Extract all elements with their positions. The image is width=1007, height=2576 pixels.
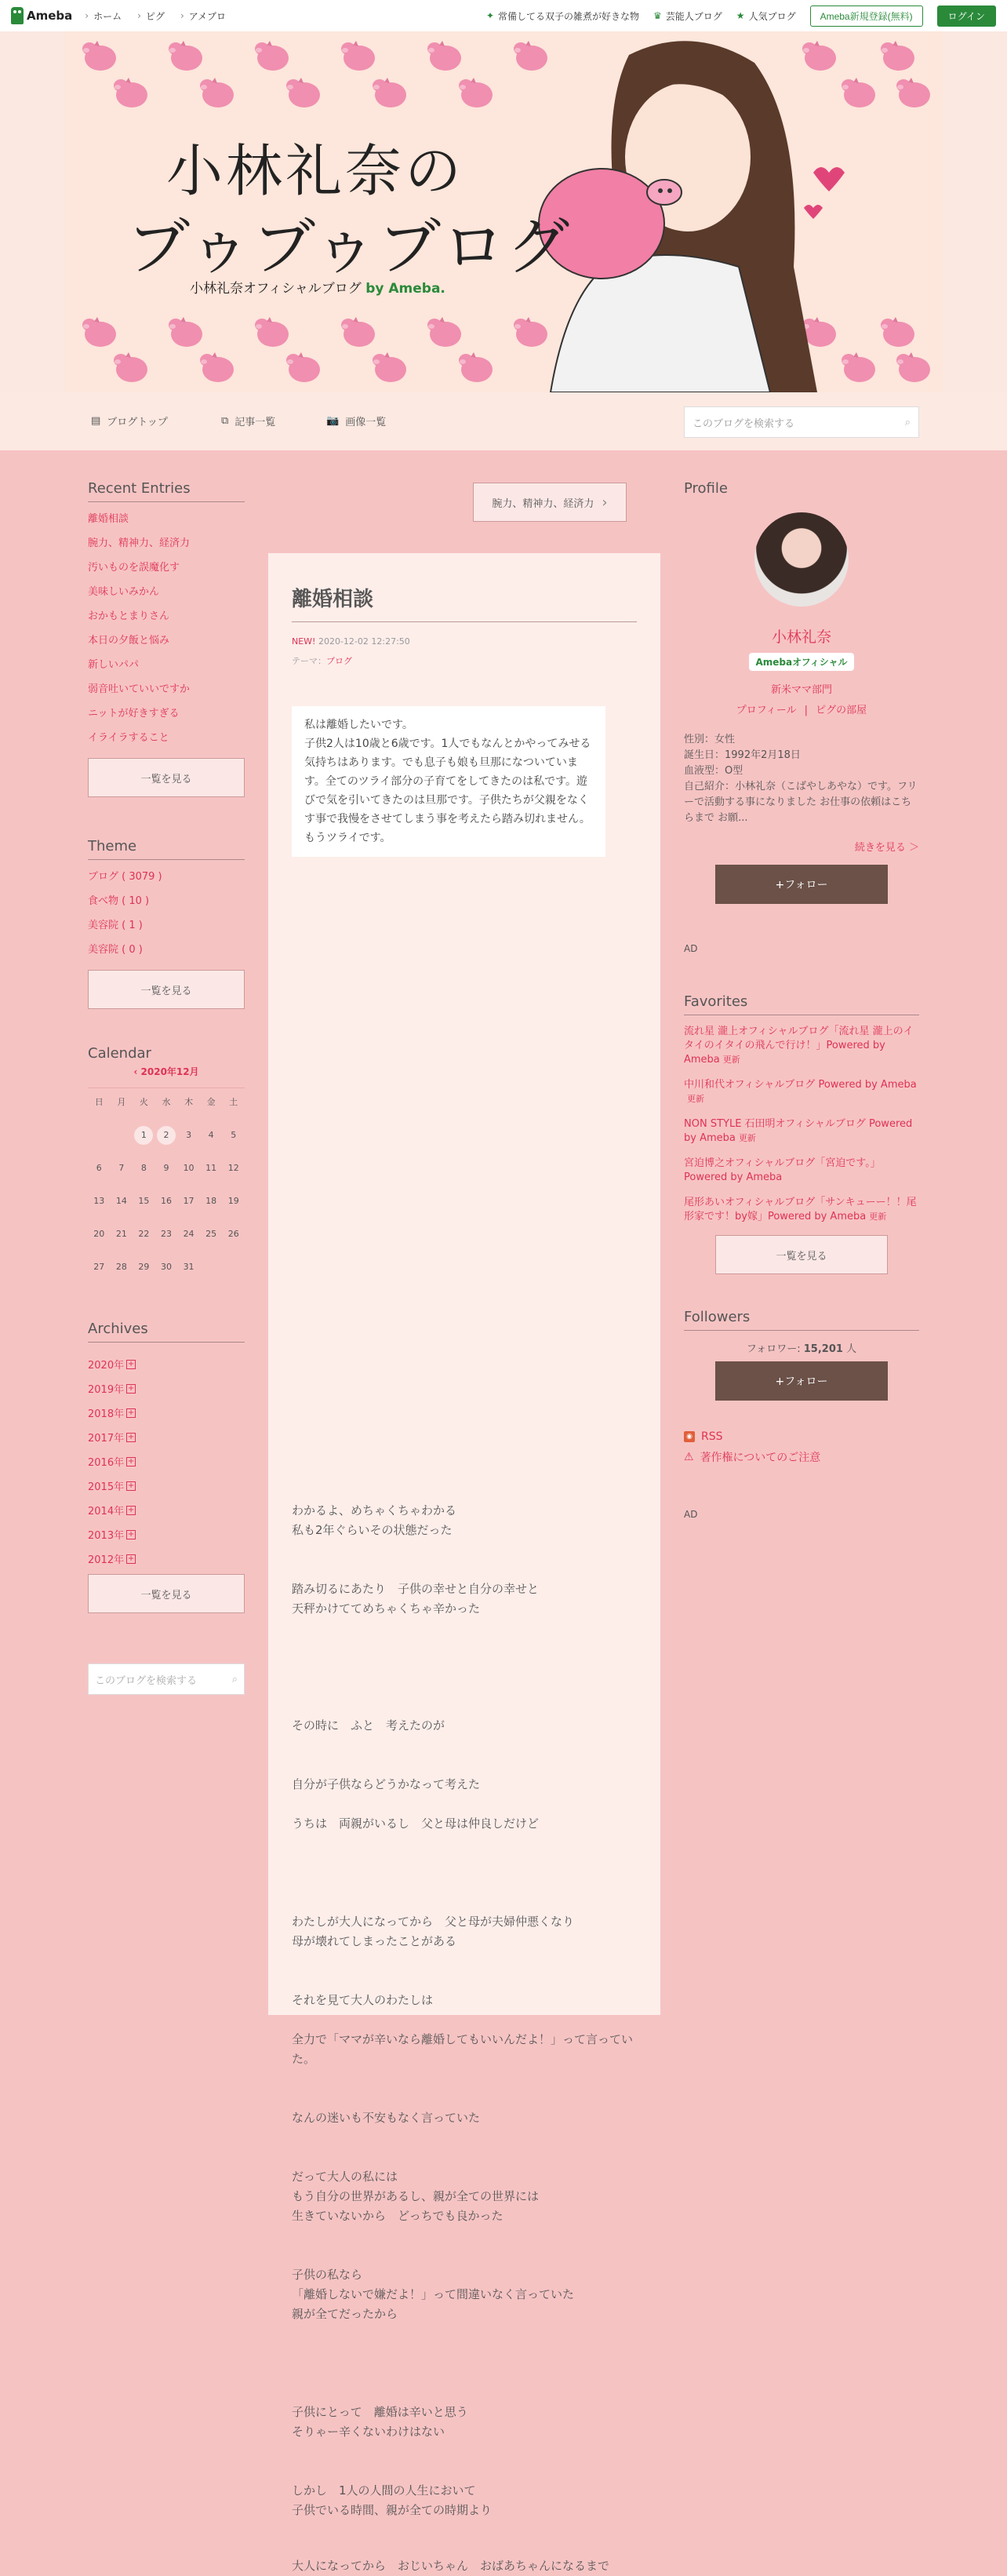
profile-info: 性別：女性 誕生日：1992年2月18日 血液型：O型 自己紹介：小林礼奈（こばやしあやな）です。フリーで活動する事になりました お仕事の依頼はこちらまで お願...: [684, 734, 918, 824]
copy-icon: ⧉: [221, 415, 229, 427]
theme-link[interactable]: 食べ物 ( 10 ): [88, 895, 150, 907]
updated-label: 更新: [687, 1094, 704, 1104]
calendar-day[interactable]: 17: [183, 1196, 194, 1206]
profile-link[interactable]: プロフィール: [736, 705, 797, 716]
recent-entry-link[interactable]: 本日の夕飯と悩み: [88, 635, 170, 647]
article-paragraph: だって大人の私には もう自分の世界があるし、親が全ての世界には 生きていないから どっちでも良かった: [292, 2170, 540, 2223]
recent-entries-title: Recent Entries: [88, 480, 245, 502]
article-paragraph: 自分が子供ならどうかなって考えた: [292, 1777, 481, 1791]
quoted-message: 私は離婚したいです。 子供2人は10歳と6歳です。1人でもなんとかやってみせる気持ちはあります。でも息子も娘も旦那になついています。全てのツライ部分の子育てをしてきたのは私です。遊びで気を引いてきたのは旦那です。子供たちが父親をなくす事で我慢をさせてしまう事を考えたら踏み切れません。もうツライです。: [292, 706, 605, 857]
official-badge: Amebaオフィシャル: [749, 653, 854, 671]
expand-plus-icon[interactable]: +: [127, 1408, 135, 1417]
sidebar-search-placeholder: このブログを検索する: [95, 1674, 198, 1687]
header-subtitle-text: 小林礼奈オフィシャルブログ: [190, 281, 362, 297]
follow-button[interactable]: +フォロー: [715, 1361, 888, 1401]
ad-label: AD: [684, 943, 698, 954]
right-sidebar: [684, 480, 919, 1520]
calendar-day[interactable]: 22: [138, 1229, 150, 1239]
ameba-logo[interactable]: [11, 7, 72, 24]
profile-avatar[interactable]: [754, 512, 849, 607]
favorite-blog-title: 宮迫博之オフィシャルブログ「宮迫です。」Powered by Ameba: [684, 1157, 881, 1183]
top-bar: [0, 0, 1007, 31]
nav-ameblo-link[interactable]: › アメブロ: [180, 9, 226, 23]
archives-list: [88, 1352, 245, 1571]
article-paragraph: その時に ふと 考えたのが: [292, 1718, 445, 1733]
entries-list-link[interactable]: [221, 414, 275, 428]
signup-button[interactable]: Ameba新規登録(無料): [810, 5, 923, 27]
favorite-blog-link[interactable]: [684, 1157, 919, 1185]
copyright-notice-label: 著作権についてのご注意: [700, 1452, 821, 1464]
theme-title: Theme: [88, 838, 245, 860]
article-theme-label: テーマ：: [292, 656, 326, 666]
favorite-blog-title: NON STYLE 石田明オフィシャルブログ Powered by Ameba: [684, 1118, 913, 1144]
article-paragraph: 大人になってから おじいちゃん おばあちゃんになるまで: [292, 2559, 610, 2573]
article-date: 2020-12-02 12:27:50: [318, 636, 410, 647]
profile-title: Profile: [684, 480, 728, 497]
theme-list: [88, 869, 245, 967]
new-badge: NEW!: [292, 636, 316, 647]
archive-year-label: 2018年: [88, 1408, 125, 1420]
calendar-day[interactable]: 20: [93, 1229, 105, 1239]
archive-year-label: 2012年: [88, 1554, 125, 1566]
celebrity-blog-label: 芸能人ブログ: [665, 10, 722, 22]
calendar-weekday: 月: [117, 1097, 126, 1107]
rss-label: RSS: [701, 1430, 723, 1443]
recent-entry-link[interactable]: 汚いものを誤魔化す: [88, 562, 180, 574]
calendar-weekday: 土: [229, 1097, 238, 1107]
rss-icon: ◉: [684, 1431, 695, 1442]
calendar-day[interactable]: 2: [157, 1126, 176, 1145]
recent-entry-link[interactable]: ニットが好きすぎる: [88, 708, 180, 720]
calendar-day: [88, 1126, 111, 1145]
crown-icon: ♛: [653, 10, 662, 21]
calendar-day[interactable]: 1: [134, 1126, 153, 1145]
article-paragraph: それを見て大人のわたしは: [292, 1993, 434, 2007]
calendar-day: [222, 1258, 245, 1277]
archive-year-label: 2013年: [88, 1530, 125, 1542]
follower-count-value: 15,201: [803, 1343, 843, 1355]
archive-year-label: 2016年: [88, 1457, 125, 1469]
theme-more-button[interactable]: 一覧を見る: [88, 970, 245, 1009]
chevron-right-icon: ›: [602, 494, 608, 511]
archive-year-link[interactable]: [88, 1425, 245, 1449]
calendar-day[interactable]: 9: [163, 1163, 169, 1173]
blog-search-placeholder: このブログを検索する: [693, 417, 795, 430]
calendar-weekday: 金: [206, 1097, 216, 1107]
calendar-day[interactable]: 25: [205, 1229, 217, 1239]
popular-blog-link[interactable]: [736, 9, 796, 23]
calendar-day[interactable]: 12: [227, 1163, 239, 1173]
calendar-weekday: 水: [162, 1097, 171, 1107]
star-icon: ★: [736, 10, 745, 21]
expand-plus-icon[interactable]: +: [127, 1481, 135, 1490]
article-meta: [292, 636, 637, 647]
recent-entry-link[interactable]: 弱音吐いていいですか: [88, 683, 191, 695]
archive-year-label: 2019年: [88, 1384, 125, 1396]
favorite-blog-link[interactable]: [684, 1078, 919, 1106]
profile-name[interactable]: 小林礼奈: [771, 629, 831, 646]
article-paragraph: 全力で「ママが辛いなら離婚してもいいんだよ！」って言っていた。: [292, 2032, 634, 2066]
recent-entry-link[interactable]: 美味しいみかん: [88, 586, 160, 598]
calendar-day[interactable]: 4: [208, 1130, 214, 1140]
calendar-day[interactable]: 5: [231, 1130, 237, 1140]
top-nav: [85, 9, 226, 23]
favorite-blog-title: 中川和代オフィシャルブログ Powered by Ameba: [684, 1079, 917, 1091]
document-icon: ▤: [91, 415, 101, 427]
calendar-day[interactable]: 24: [183, 1229, 194, 1239]
calendar-month: 2020年12月: [140, 1066, 199, 1077]
expand-plus-icon[interactable]: +: [127, 1554, 135, 1563]
recent-entry-link[interactable]: 新しいパパ: [88, 659, 140, 671]
archive-year-link[interactable]: [88, 1474, 245, 1498]
profile-subnav: [684, 701, 919, 721]
expand-plus-icon[interactable]: +: [127, 1505, 135, 1514]
calendar-day[interactable]: 27: [93, 1262, 105, 1272]
calendar-weekday: 木: [184, 1097, 194, 1107]
article-theme: [292, 654, 637, 667]
calendar-day[interactable]: 13: [93, 1196, 105, 1206]
pigg-room-link[interactable]: ピグの部屋: [816, 705, 867, 716]
theme-link[interactable]: 美容院 ( 0 ): [88, 944, 143, 956]
popular-blog-label: 人気ブログ: [748, 10, 796, 22]
blog-search-input[interactable]: [684, 406, 919, 438]
calendar-day[interactable]: 3: [186, 1130, 192, 1140]
calendar-day[interactable]: 14: [115, 1196, 127, 1206]
calendar-day[interactable]: 26: [227, 1229, 239, 1239]
search-icon[interactable]: ⌕: [231, 1673, 238, 1685]
previous-entry-label: 腕力、精神力、経済力: [492, 497, 594, 510]
blog-top-link[interactable]: [91, 414, 168, 428]
search-icon[interactable]: ⌕: [904, 416, 911, 428]
follower-count: [684, 1340, 919, 1355]
profile-link-separator: |: [804, 705, 809, 716]
expand-plus-icon[interactable]: +: [127, 1359, 135, 1368]
article: [268, 553, 660, 2573]
nav-pigg-link[interactable]: › ピグ: [137, 9, 165, 23]
archive-year-label: 2017年: [88, 1433, 125, 1445]
archives-more-button[interactable]: 一覧を見る: [88, 1574, 245, 1613]
calendar-weekday: 火: [139, 1097, 148, 1107]
header-by-ameba: by Ameba.: [365, 281, 445, 297]
article-paragraph: うちは 両親がいるし 父と母は仲良しだけど: [292, 1816, 540, 1831]
recent-more-button[interactable]: 一覧を見る: [88, 758, 245, 797]
updated-label: 更新: [869, 1211, 887, 1222]
entries-list-label: 記事一覧: [234, 417, 276, 428]
rss-link[interactable]: [684, 1430, 919, 1443]
article-paragraph: しかし 1人の人間の人生において 子供でいる時間、親が全ての時期より: [292, 2483, 493, 2517]
article-paragraph: なんの迷いも不安もなく言っていた: [292, 2111, 481, 2125]
updated-label: 更新: [738, 1133, 756, 1143]
article-paragraph: 踏み切るにあたり 子供の幸せと自分の幸せと 天秤かけててめちゃくちゃ辛かった: [292, 1582, 540, 1616]
favorites-more-button[interactable]: 一覧を見る: [715, 1235, 888, 1274]
calendar-day[interactable]: 29: [138, 1262, 150, 1272]
images-list-label: 画像一覧: [345, 417, 387, 428]
archive-year-label: 2020年: [88, 1360, 125, 1372]
favorite-blog-link[interactable]: [684, 1117, 919, 1146]
article-paragraph: 子供にとって 離婚は辛いと思う そりゃー辛くないわけはない: [292, 2405, 468, 2439]
copyright-notice-link[interactable]: [684, 1449, 919, 1465]
calendar-grid: [88, 1093, 245, 1277]
favorites-title: Favorites: [684, 993, 919, 1015]
calendar-day[interactable]: 19: [227, 1196, 239, 1206]
favorites-list: [684, 1025, 919, 1224]
calendar-day[interactable]: 10: [183, 1163, 194, 1173]
recent-entry-link[interactable]: 腕力、精神力、経済力: [88, 537, 191, 549]
calendar-day[interactable]: 28: [115, 1262, 127, 1272]
calendar-day: [111, 1126, 133, 1145]
article-title: 離婚相談: [292, 583, 637, 622]
expand-plus-icon[interactable]: +: [127, 1432, 135, 1441]
calendar-day[interactable]: 11: [205, 1163, 217, 1173]
header-title-line1: 小林礼奈の: [166, 138, 465, 204]
calendar-day[interactable]: 31: [183, 1262, 194, 1272]
header-title-line2: ブゥブゥブログ: [127, 210, 571, 283]
favorite-blog-title: 尾形あいオフィシャルブログ「サンキューー！！尾形家です！by嫁」Powered by Ameba: [684, 1197, 917, 1222]
calendar-day[interactable]: 8: [140, 1163, 147, 1173]
favorite-blog-link[interactable]: [684, 1196, 919, 1224]
follower-count-unit: 人: [846, 1343, 857, 1355]
calendar-day[interactable]: 21: [115, 1229, 127, 1239]
ad-label: AD: [684, 1509, 698, 1520]
archive-year-label: 2014年: [88, 1506, 125, 1518]
expand-plus-icon[interactable]: +: [127, 1529, 135, 1539]
calendar-title: Calendar: [88, 1045, 151, 1062]
recent-entry-link[interactable]: おかもとまりさん: [88, 610, 170, 622]
calendar-month-nav: [88, 1065, 245, 1078]
archive-year-link[interactable]: [88, 1352, 245, 1376]
theme-link[interactable]: 美容院 ( 1 ): [88, 920, 143, 931]
calendar-day: [200, 1258, 223, 1277]
blog-top-label: ブログトップ: [107, 417, 168, 428]
follower-count-label: フォロワー:: [746, 1343, 801, 1355]
warning-icon: ⚠: [684, 1451, 694, 1463]
expand-plus-icon[interactable]: +: [127, 1383, 135, 1393]
favorite-blog-link[interactable]: [684, 1025, 919, 1067]
archive-year-link[interactable]: [88, 1401, 245, 1425]
calendar-day[interactable]: 16: [160, 1196, 172, 1206]
followers-title: Followers: [684, 1309, 919, 1331]
archive-year-link[interactable]: [88, 1449, 245, 1474]
featured-blog-link[interactable]: [486, 9, 639, 23]
images-list-link[interactable]: [326, 414, 386, 428]
nav-home-link[interactable]: › ホーム: [85, 9, 122, 23]
favorite-blog-title: 流れ星 瀧上オフィシャルブログ「流れ星 瀧上のイタイのイタイの飛んで行け！」Powered by Ameba: [684, 1026, 914, 1066]
calendar-day[interactable]: 6: [96, 1163, 102, 1173]
archive-year-link[interactable]: [88, 1522, 245, 1547]
archive-year-link[interactable]: [88, 1376, 245, 1401]
sidebar-search-input[interactable]: [88, 1663, 245, 1695]
top-right-links: [486, 5, 996, 27]
celebrity-blog-link[interactable]: [653, 9, 722, 23]
profile-dept[interactable]: 新米ママ部門: [770, 684, 832, 696]
article-paragraph: わたしが大人になってから 父と母が夫婦仲悪くなり 母が壊れてしまったことがある: [292, 1915, 575, 1948]
calendar-prev-icon[interactable]: ‹: [133, 1066, 138, 1077]
logo-text: Ameba: [27, 9, 73, 23]
calendar-day[interactable]: 7: [118, 1163, 125, 1173]
calendar-day[interactable]: 23: [160, 1229, 172, 1239]
calendar-day[interactable]: 15: [138, 1196, 150, 1206]
article-paragraph: わかるよ、めちゃくちゃわかる 私も2年ぐらいその状態だった: [292, 1503, 457, 1537]
expand-plus-icon[interactable]: +: [127, 1456, 135, 1466]
archives-title: Archives: [88, 1321, 245, 1343]
archive-year-label: 2015年: [88, 1481, 125, 1493]
archive-year-link[interactable]: [88, 1498, 245, 1522]
calendar-day[interactable]: 30: [160, 1262, 172, 1272]
article-paragraph: 子供の私なら 「離婚しないで嫌だよ！」って間違いなく言っていた 親が全てだったから: [292, 2268, 575, 2321]
recent-entry-link[interactable]: イライラすること: [88, 732, 169, 744]
sparkle-icon: ✦: [485, 10, 494, 21]
recent-entry-link[interactable]: 離婚相談: [88, 513, 129, 525]
archive-year-link[interactable]: [88, 1547, 245, 1571]
previous-entry-button[interactable]: [473, 483, 627, 522]
ameba-logo-icon: [11, 7, 24, 24]
profile-links: [684, 680, 919, 721]
header-subtitle: [190, 277, 445, 297]
updated-label: 更新: [722, 1055, 740, 1065]
blog-header-image[interactable]: [64, 31, 943, 392]
calendar-day[interactable]: 18: [205, 1196, 217, 1206]
camera-icon: 📷: [326, 415, 340, 427]
recent-entries-list: [88, 512, 245, 755]
follow-button[interactable]: +フォロー: [715, 865, 888, 904]
article-theme-link[interactable]: ブログ: [326, 656, 352, 666]
left-sidebar: [88, 480, 245, 1695]
profile-more-link[interactable]: 続きを見る ＞: [854, 842, 919, 854]
theme-link[interactable]: ブログ ( 3079 ): [88, 871, 162, 883]
featured-blog-label: 常備してる双子の雑煮が好きな物: [498, 10, 640, 22]
calendar-weekday: 日: [94, 1097, 104, 1107]
login-button[interactable]: ログイン: [937, 5, 996, 27]
calendar: [88, 1045, 245, 1277]
